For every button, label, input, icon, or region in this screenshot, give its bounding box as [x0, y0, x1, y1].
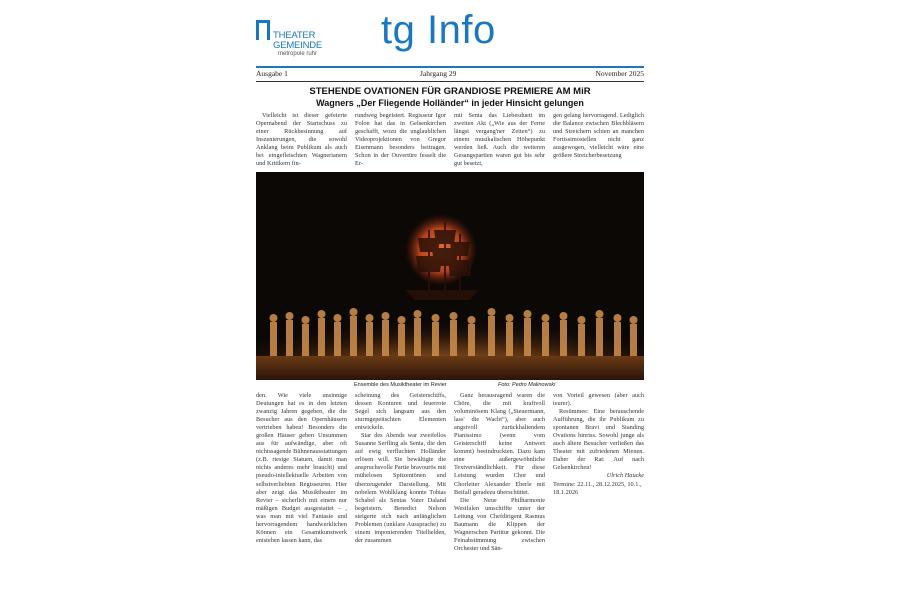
- logo-text-line2: GEMEINDE: [273, 40, 323, 51]
- theatergemeinde-logo: [256, 18, 346, 68]
- paragraph: rundweg begeistert. Regisseur Igor Folon hat das in Gelsenkirchen geschafft, wozu die unglaublichen Videoprojektionen von Gregor Eisenmann besonders beitragen. Schon in der Ouvertüre fesselt die Er-: [355, 112, 446, 168]
- stage-photo-image: [256, 172, 644, 380]
- paragraph: Resümmee: Eine berauschende Aufführung, die ihr Publikum zu spontanen Bravi und Standing Ovations hinriss. Sowohl junge als auch ältere Besucher verließen das Theater mit zufriedenen Mienen. Daher der Rat: Auf nach Gelsenkirchen!: [553, 408, 644, 472]
- photo-credit: Foto: Pedro Malinowski: [498, 382, 556, 388]
- logo-text-line1: THEATER: [273, 30, 316, 41]
- issue-number: Ausgabe 1: [256, 69, 288, 78]
- paragraph: Die Neue Philharmonie Westfalen umschiffte unter der Leitung von Chefdirigent Rasmus Baumann die Klippen der Wagnerschen Partitur gekonnt. Die Feinabstimmung zwischen Orchester und Sän-: [454, 496, 545, 552]
- paragraph: den. Wie viele unsinnige Deutungen hat es in den letzten zwanzig Jahren gegeben, die die Besucher aus den Opernhäusern vertrieben haben! Besonders die großen Häuser geben Unsummen aus für aufwändige, aber oft nichtssagende Bühnenausstattungen (z.B. riesige Statuen, damit man nichts anderes mehr braucht) und pseudo-intellektuelle Arbeiten von selbstverliebten Regisseuren. Hier aber zeigt das Musiktheater im Revier – sicherlich mit einem nur mäßigen Budget ausgestattet – , was man mit viel Fantasie und hervorragendem handwerklichen Können ein Gesamtkunstwerk entstehen lassen kann, das: [256, 392, 347, 544]
- article-column-top-1: [256, 112, 347, 170]
- issue-date: November 2025: [595, 69, 644, 78]
- article-column-top-3: [454, 112, 545, 170]
- paragraph: scheinung des Geisterschiffs, dessen Konturen und feuerrote Segel sich langsam aus den sturmgepeitschten Elementen entwickeln.: [355, 392, 446, 432]
- issue-info-row: [256, 68, 644, 80]
- article-column-bottom-3: [454, 392, 545, 592]
- masthead-title: tg Info: [381, 8, 496, 52]
- article-column-top-2: [355, 112, 446, 170]
- issue-volume: Jahrgang 29: [420, 69, 457, 78]
- paragraph: Vielleicht ist dieser gefeierte Opernabend der Startschuss zu einer Rückbesinnung auf Inszenierungen, die sowohl Anklang beim Publikum als auch bei eingefleischten Wagnerianern und Kritikern fin-: [256, 112, 347, 168]
- author-signature: Ulrich Haucke: [606, 472, 644, 480]
- paragraph: mit Senta das Liebesduett im zweiten Akt („Wie aus der Ferne längst vergang'ner Zeiten“) zu einem musikalischen Höhepunkt werden ließ. Auch die weiteren Gesangspartien waren gut bis sehr gut besetzt,: [454, 112, 545, 168]
- article-column-bottom-1: [256, 392, 347, 592]
- article-column-bottom-4: [553, 392, 644, 592]
- newsletter-page: [256, 0, 644, 600]
- issue-rule: [256, 81, 644, 82]
- article-column-top-4: [553, 112, 644, 170]
- performance-dates: Termine: 22.11., 28.12.2025, 10.1., 18.1.2026: [553, 480, 642, 496]
- article-column-bottom-2: [355, 392, 446, 592]
- article-subhead: Wagners „Der Fliegende Holländer“ in jeder Hinsicht gelungen: [316, 98, 584, 108]
- paragraph: Star des Abends war zweifellos Susanne Serfling als Senta, die den auf ewig verfluchten Holländer erlösen will. Sie bewältigte die anspruchsvolle Partie bravourös mit mühelosen Spitzentönen und überzeugender Darstellung. Mit nobelem Wohlklang konnte Tobias Schabel als Sentas Vater Daland begeistern. Benedict Nelson steigerte sich nach anfänglichen Problemen (unklare Aussprache) zu einem imponierenden Titelhelden, der zusammen: [355, 432, 446, 544]
- paragraph: gen gelang hervorragend. Lediglich die Balance zwischen Blechbläsern und Streichern schien an manchen Fortissimostellen nicht ganz ausgewogen, vielleicht wäre eine größere Streicherbesetzung: [553, 112, 644, 160]
- logo-text-line3: metropole ruhr: [278, 51, 318, 57]
- paragraph: von Vorteil gewesen (aber auch teurer).: [553, 392, 644, 408]
- paragraph: Ganz herausragend waren die Chöre, die mit kraftvoll voluminösem Klang („Steuermann, lass' die Wacht“), aber auch angstvoll zurückhaltendem Pianissimo (wenn vom Geisterschiff keine Antwort kommt) beeindruckten. Dazu kam eine außergewöhnliche Textverständlichkeit. Für diese Leistung wurden Chor und Chorleiter Alexander Eberle mit Beifall geradezu überschüttet.: [454, 392, 545, 496]
- photo-caption: Ensemble des Musiktheater im Revier: [354, 382, 447, 388]
- article-headline: STEHENDE OVATIONEN FÜR GRANDIOSE PREMIERE AM MiR: [309, 86, 591, 97]
- stage-photo: [256, 172, 644, 380]
